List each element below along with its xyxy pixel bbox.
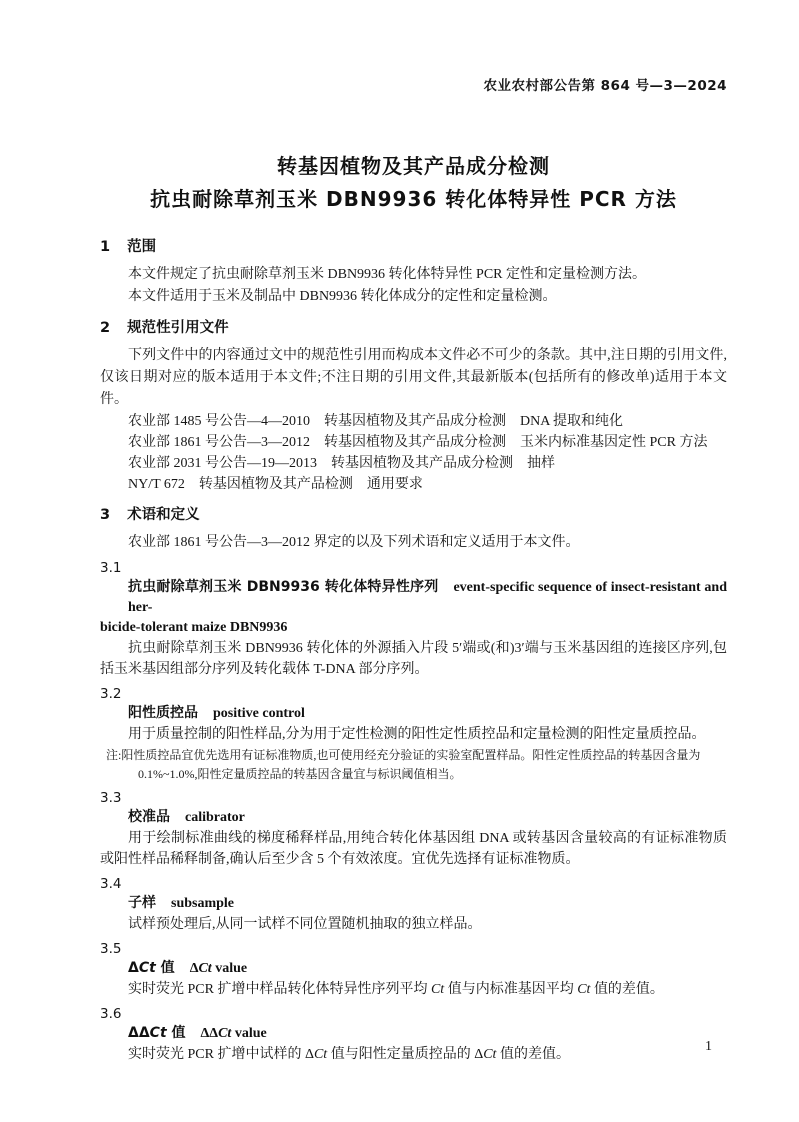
ct-symbol: Ct xyxy=(198,961,212,976)
clause-3-2-number: 3.2 xyxy=(100,686,122,702)
definition-text: 实时荧光 PCR 扩增中试样的 Δ xyxy=(128,1047,314,1062)
term-chinese-suffix: 值 xyxy=(166,1025,186,1041)
ct-symbol: Ct xyxy=(138,960,156,976)
term-chinese: 阳性质控品 xyxy=(128,705,198,721)
term-chinese: 校准品 xyxy=(128,809,170,825)
clause-3-3-number: 3.3 xyxy=(100,790,122,806)
normative-reference-4: NY/T 672 转基因植物及其产品检测 通用要求 xyxy=(128,477,423,492)
clause-3-4 xyxy=(100,876,727,935)
section-3-title: 术语和定义 xyxy=(127,507,200,523)
clause-3-5 xyxy=(100,941,727,1000)
section-1-paragraph-2: 本文件适用于玉米及制品中 DBN9936 转化体成分的定性和定量检测。 xyxy=(128,289,557,304)
clause-3-2-definition: 用于质量控制的阳性样品,分为用于定性检测的阳性定性质控品和定量检测的阳性定量质控品。 xyxy=(128,727,706,742)
normative-reference-3: 农业部 2031 号公告—19—2013 转基因植物及其产品成分检测 抽样 xyxy=(128,456,555,471)
section-2-heading xyxy=(100,317,727,339)
definition-text: 值与阳性定量质控品的 Δ xyxy=(327,1047,484,1062)
clause-3-4-term-line xyxy=(100,893,727,914)
clause-3-3 xyxy=(100,790,727,870)
term-chinese: 子样 xyxy=(128,895,156,911)
clause-3-6-term-line xyxy=(100,1023,727,1044)
section-3-intro-paragraph: 农业部 1861 号公告—3—2012 界定的以及下列术语和定义适用于本文件。 xyxy=(128,535,580,550)
delta-symbol: Δ xyxy=(189,961,199,976)
normative-reference-2: 农业部 1861 号公告—3—2012 转基因植物及其产品成分检测 玉米内标准基因定性 PCR 方法 xyxy=(128,435,708,450)
section-1-paragraph-1: 本文件规定了抗虫耐除草剂玉米 DBN9936 转化体特异性 PCR 定性和定量检测方法。 xyxy=(128,267,647,282)
page-number: 1 xyxy=(705,1039,712,1054)
definition-text: 值的差值。 xyxy=(590,982,664,997)
clause-3-3-term-line xyxy=(100,807,727,828)
section-1-heading xyxy=(100,236,727,258)
delta-delta-symbol: ΔΔ xyxy=(200,1026,219,1041)
title-line-1: 转基因植物及其产品成分检测 xyxy=(277,154,550,178)
term-chinese xyxy=(128,960,175,976)
term-english xyxy=(190,961,247,976)
term-english-suffix: value xyxy=(231,1026,267,1041)
ct-symbol: Ct xyxy=(430,982,445,997)
clause-3-1-term-line-1 xyxy=(100,577,727,618)
ct-symbol: Ct xyxy=(149,1025,167,1041)
term-chinese xyxy=(128,1025,186,1041)
note-label: 注: xyxy=(106,748,122,762)
term-english: calibrator xyxy=(185,810,245,825)
note-text: 阳性质控品宜优先选用有证标准物质,也可使用经充分验证的实验室配置样品。阳性定性质控品的转基因含量为 xyxy=(121,748,701,762)
section-2-intro-paragraph: 下列文件中的内容通过文中的规范性引用而构成本文件必不可少的条款。其中,注日期的引用文件,仅该日期对应的版本适用于本文件;不注日期的引用文件,其最新版本(包括所有的修改单)适用于本文件。 xyxy=(100,348,727,407)
section-2-number: 2 xyxy=(100,320,111,336)
ct-symbol: Ct xyxy=(218,1026,232,1041)
term-chinese-suffix: 值 xyxy=(155,960,175,976)
term-english: positive control xyxy=(213,706,305,721)
term-english xyxy=(201,1026,267,1041)
note-line-2: 0.1%~1.0%,阳性定量质控品的转基因含量宜与标识阈值相当。 xyxy=(138,767,462,781)
clause-3-2 xyxy=(100,686,727,784)
clause-3-5-number: 3.5 xyxy=(100,941,122,957)
ct-symbol: Ct xyxy=(483,1047,497,1062)
definition-text: 值的差值。 xyxy=(496,1047,570,1062)
header-notice-number: 农业农村部公告第 864 号—3—2024 xyxy=(483,78,727,94)
clause-3-1 xyxy=(100,560,727,680)
normative-reference-1: 农业部 1485 号公告—4—2010 转基因植物及其产品成分检测 DNA 提取和纯化 xyxy=(128,414,624,429)
section-1-number: 1 xyxy=(100,239,111,255)
term-chinese: 抗虫耐除草剂玉米 DBN9936 转化体特异性序列 xyxy=(128,579,439,595)
clause-3-6-definition xyxy=(100,1044,727,1065)
clause-3-2-term-line xyxy=(100,703,727,724)
ct-symbol: Ct xyxy=(313,1047,328,1062)
section-3-number: 3 xyxy=(100,507,111,523)
ct-symbol: Ct xyxy=(577,982,591,997)
clause-3-1-number: 3.1 xyxy=(100,560,122,576)
clause-3-1-definition: 抗虫耐除草剂玉米 DBN9936 转化体的外源插入片段 5′端或(和)3′端与玉米基因组的连接区序列,包括玉米基因组部分序列及转化载体 T-DNA 部分序列。 xyxy=(100,641,727,677)
definition-text: 实时荧光 PCR 扩增中样品转化体特异性序列平均 xyxy=(128,982,431,997)
clause-3-4-number: 3.4 xyxy=(100,876,122,892)
title-line-2: 抗虫耐除草剂玉米 DBN9936 转化体特异性 PCR 方法 xyxy=(150,187,677,211)
term-english: event-specific sequence of insect-resistant and her- xyxy=(128,580,727,615)
clause-3-2-note xyxy=(100,746,727,784)
clause-3-6 xyxy=(100,1006,727,1065)
document-title xyxy=(100,150,727,216)
term-english: subsample xyxy=(171,896,235,911)
delta-symbol: Δ xyxy=(128,960,139,976)
section-1-title: 范围 xyxy=(127,239,157,255)
delta-delta-symbol: ΔΔ xyxy=(128,1025,150,1041)
clause-3-5-definition xyxy=(100,979,727,1000)
clause-3-4-definition: 试样预处理后,从同一试样不同位置随机抽取的独立样品。 xyxy=(128,917,482,932)
clause-3-1-term-line-2: bicide-tolerant maize DBN9936 xyxy=(100,620,288,635)
section-3-heading xyxy=(100,504,727,526)
clause-3-6-number: 3.6 xyxy=(100,1006,122,1022)
clause-3-5-term-line xyxy=(100,958,727,979)
clause-3-3-definition: 用于绘制标准曲线的梯度稀释样品,用纯合转化体基因组 DNA 或转基因含量较高的有证标准物质或阳性样品稀释制备,确认后至少含 5 个有效浓度。宜优先选择有证标准物质。 xyxy=(100,831,727,867)
note-line-1 xyxy=(100,746,727,765)
section-2-title: 规范性引用文件 xyxy=(127,320,229,336)
term-english-suffix: value xyxy=(211,961,248,976)
definition-text: 值与内标准基因平均 xyxy=(444,982,578,997)
